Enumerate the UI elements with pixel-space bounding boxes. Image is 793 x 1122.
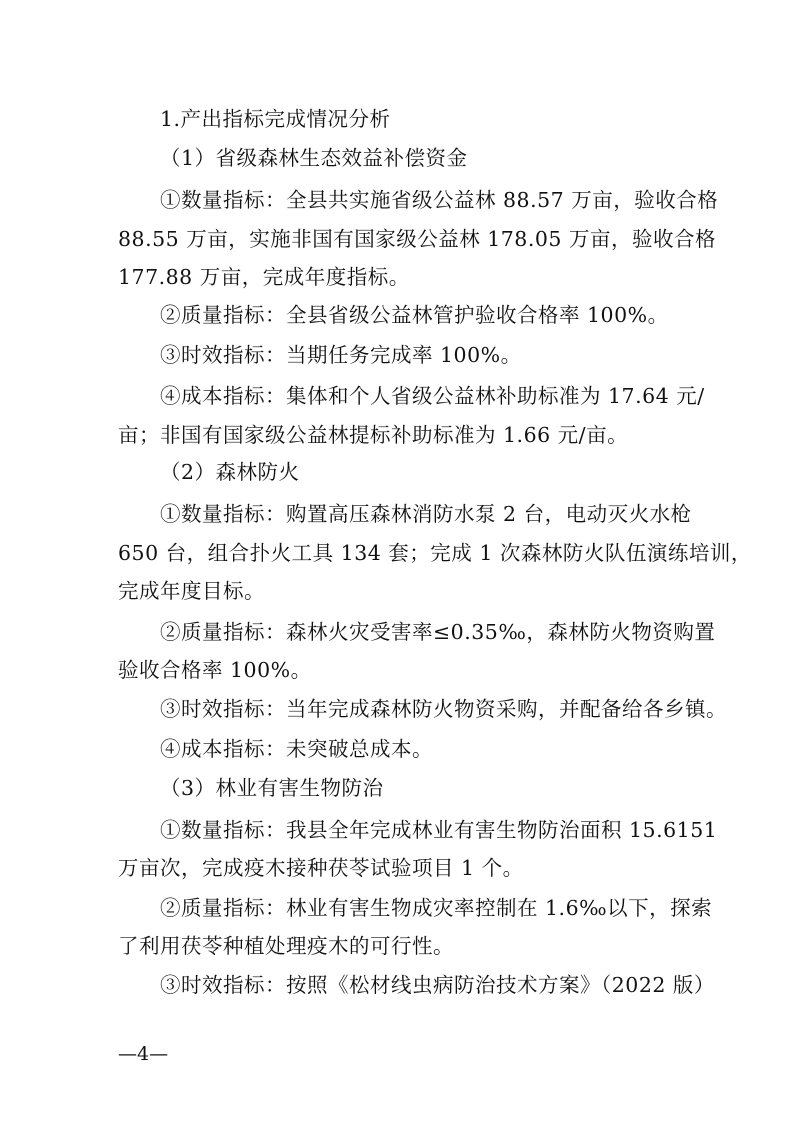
text-line: 了利用茯苓种植处理疫木的可行性。	[118, 934, 454, 958]
paragraph-line	[0, 970, 793, 1000]
section-heading-output-indicators	[0, 104, 793, 134]
text-line: ③时效指标：当年完成森林防火物资采购，并配备给各乡镇。	[160, 697, 727, 721]
paragraph-line	[0, 499, 793, 529]
paragraph-line	[0, 340, 793, 370]
text-line: ④成本指标：集体和个人省级公益林补助标准为 17.64 元/	[160, 384, 705, 408]
paragraph-line	[0, 576, 793, 606]
text-line: ①数量指标：我县全年完成林业有害生物防治面积 15.6151	[160, 818, 718, 842]
subsection-heading-forest-compensation	[0, 143, 793, 173]
paragraph-line	[0, 381, 793, 411]
paragraph-line	[0, 694, 793, 724]
text-line: ①数量指标：全县共实施省级公益林 88.57 万亩，验收合格	[160, 188, 719, 212]
text-line: 650 台，组合扑火工具 134 套；完成 1 次森林防火队伍演练培训，	[118, 541, 752, 565]
text-line: （1）省级森林生态效益补偿资金	[160, 146, 468, 170]
text-line: 完成年度目标。	[118, 579, 265, 603]
paragraph-line	[0, 420, 793, 450]
page-number: —4—	[118, 1043, 169, 1065]
text-line: 1.产出指标完成情况分析	[160, 107, 391, 131]
paragraph-line	[0, 262, 793, 292]
text-line: 万亩次，完成疫木接种茯苓试验项目 1 个。	[118, 856, 524, 880]
paragraph-line	[0, 815, 793, 845]
text-line: ③时效指标：按照《松材线虫病防治技术方案》（2022 版）	[160, 973, 715, 997]
paragraph-line	[0, 893, 793, 923]
text-line: 177.88 万亩，完成年度指标。	[118, 265, 410, 289]
paragraph-line	[0, 538, 793, 568]
text-line: 亩；非国有国家级公益林提标补助标准为 1.66 元/亩。	[118, 423, 629, 447]
text-line: 验收合格率 100%。	[118, 658, 312, 682]
text-line: ②质量指标：林业有害生物成灾率控制在 1.6‰以下，探索	[160, 896, 713, 920]
paragraph-line	[0, 185, 793, 215]
text-line: （3）林业有害生物防治	[160, 776, 384, 800]
text-line: ③时效指标：当期任务完成率 100%。	[160, 343, 522, 367]
paragraph-line	[0, 300, 793, 330]
paragraph-line	[0, 617, 793, 647]
paragraph-line	[0, 931, 793, 961]
subsection-heading-forest-fire	[0, 457, 793, 487]
paragraph-line	[0, 734, 793, 764]
text-line: ④成本指标：未突破总成本。	[160, 737, 433, 761]
paragraph-line	[0, 853, 793, 883]
text-line: ①数量指标：购置高压森林消防水泵 2 台，电动灭火水枪	[160, 502, 692, 526]
paragraph-line	[0, 224, 793, 254]
text-line: 88.55 万亩，实施非国有国家级公益林 178.05 万亩，验收合格	[118, 227, 716, 251]
subsection-heading-pest-control	[0, 773, 793, 803]
text-line: ②质量指标：森林火灾受害率≤0.35‰，森林防火物资购置	[160, 620, 716, 644]
text-line: ②质量指标：全县省级公益林管护验收合格率 100%。	[160, 303, 669, 327]
paragraph-line	[0, 655, 793, 685]
text-line: （2）森林防火	[160, 460, 300, 484]
